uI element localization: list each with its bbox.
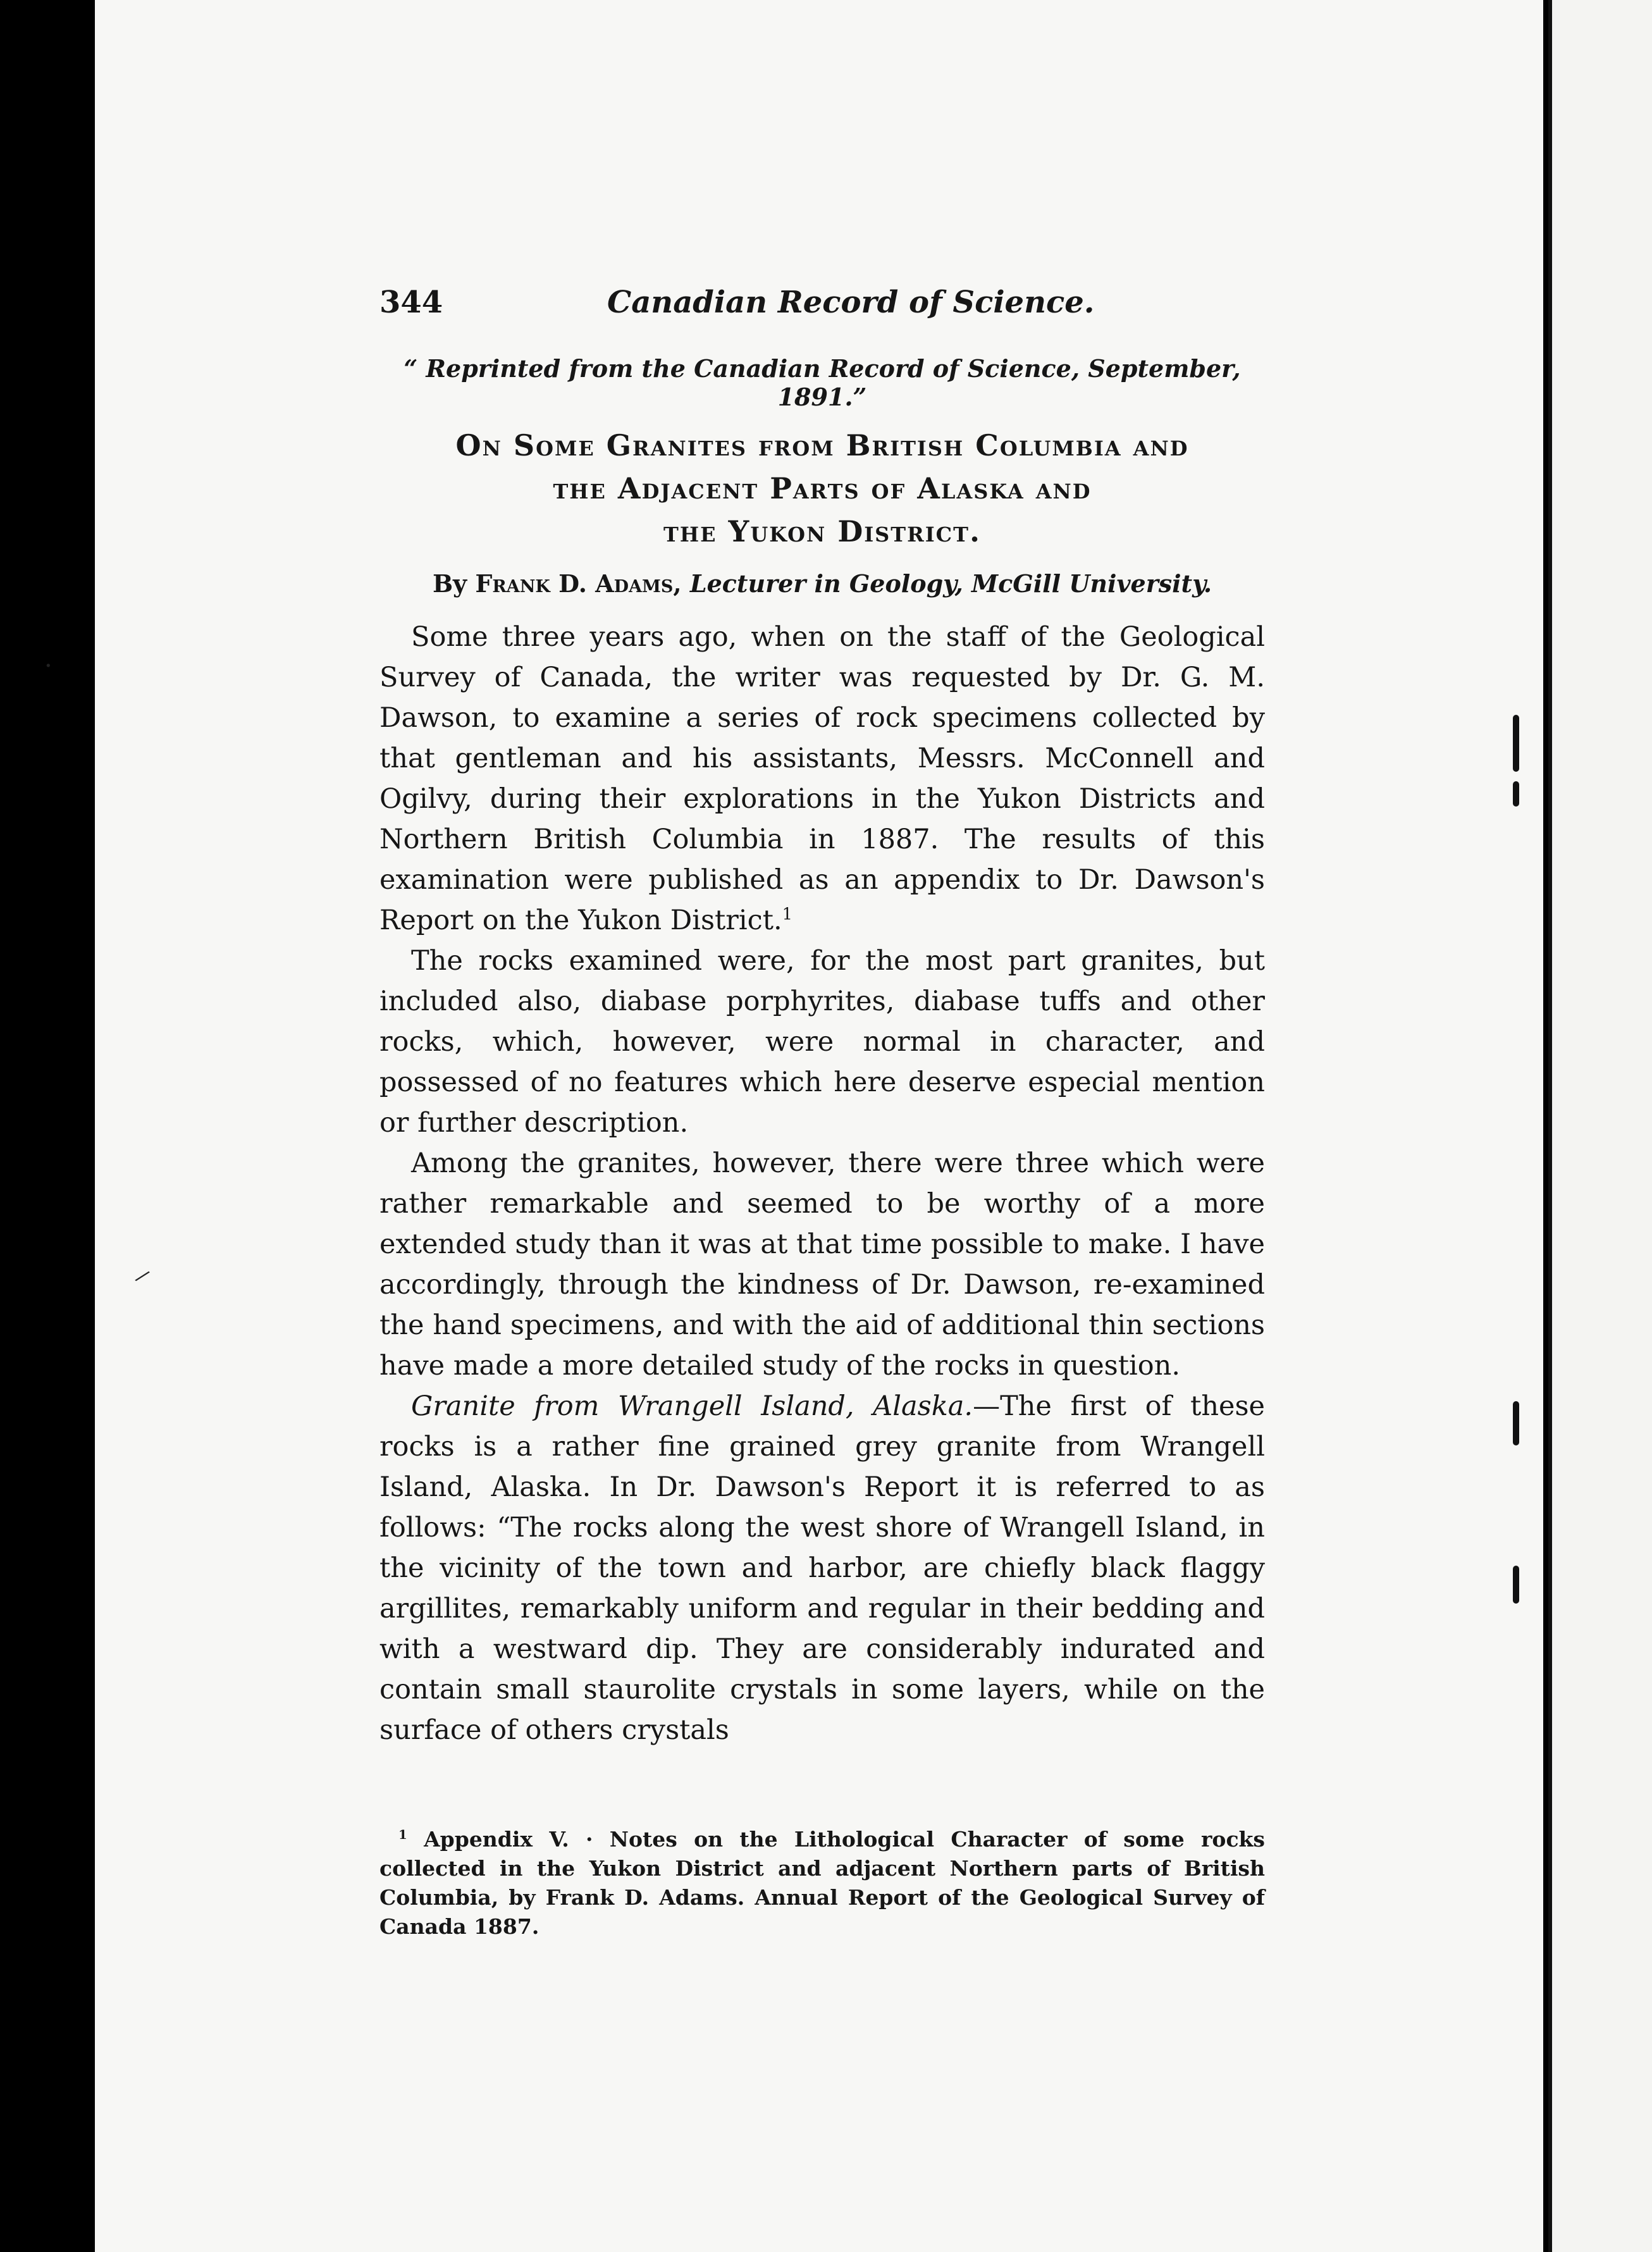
reprint-note: “ Reprinted from the Canadian Record of Science, September, 1891.” — [404, 354, 1241, 411]
article-body — [379, 617, 1265, 1750]
byline-prefix: By — [432, 569, 467, 598]
author-name: Frank D. Adams, — [475, 569, 682, 598]
author-affiliation: Lecturer in Geology, McGill University. — [689, 569, 1212, 598]
paragraph — [379, 617, 1265, 941]
article-title — [379, 424, 1265, 553]
facing-page-edge — [1548, 0, 1652, 2252]
footnote — [379, 1825, 1265, 1941]
section-heading: Granite from Wrangell Island, Alaska. — [411, 1390, 973, 1422]
journal-title: Canadian Record of Science. — [607, 285, 1095, 320]
running-head — [379, 285, 1265, 329]
footnote-entry — [379, 1825, 1265, 1941]
footnote-text: Appendix V. · Notes on the Lithological Character of some rocks collected in the Yukon District and adjacent Northern parts of British Columbia, by Frank D. Adams. Annual Report of the Geological Survey of Canada 1887. — [379, 1827, 1265, 1939]
title-line: the Yukon District. — [663, 514, 981, 548]
title-line: On Some Granites from British Columbia and — [455, 428, 1189, 462]
binding-mark — [1513, 1566, 1519, 1604]
paragraph: The rocks examined were, for the most part granites, but included also, diabase porphyrites, diabase tuffs and other rocks, which, however, were normal in character, and possessed of no features which here deserve especial mention or further description. — [379, 945, 1265, 1139]
paragraph: Among the granites, however, there were three which were rather remarkable and seemed to be worthy of a more extended study than it was at that time possible to make. I have accordingly, through the kindness of Dr. Dawson, re-examined the hand specimens, and with the aid of additional thin sections have made a more detailed study of the rocks in question. — [379, 1148, 1265, 1382]
binding-mark — [1513, 715, 1519, 772]
scan-artifact: / — [132, 1265, 152, 1287]
paragraph-text: —The first of these rocks is a rather fine grained grey granite from Wrangell Island, Alaska. In Dr. Dawson's Report it is referred to as follows: “The rocks along the west shore of Wrangell Island, in the vicinity of the town and harbor, are chiefly black flaggy argillites, remarkably uniform and regular in their bedding and with a westward dip. They are considerably indurated and contain small staurolite crystals in some layers, while on the surface of others crystals — [379, 1390, 1265, 1746]
scan-artifact: · — [44, 652, 52, 681]
byline — [379, 569, 1265, 598]
footnote-reference: 1 — [782, 905, 793, 924]
binding-mark — [1513, 781, 1519, 807]
footnote-mark: 1 — [398, 1827, 407, 1842]
title-line: the Adjacent Parts of Alaska and — [553, 471, 1092, 505]
page-number: 344 — [379, 285, 443, 320]
binding-mark — [1513, 1401, 1519, 1445]
paragraph — [379, 1386, 1265, 1750]
paragraph-text: Some three years ago, when on the staff of the Geological Survey of Canada, the writer was requested by Dr. G. M. Dawson, to examine a series of rock specimens collected by that gentleman and his assistants, Messrs. McConnell and Ogilvy, during their explorations in the Yukon Districts and Northern British Columbia in 1887. The results of this examination were published as an appendix to Dr. Dawson's Report on the Yukon District. — [379, 621, 1265, 936]
